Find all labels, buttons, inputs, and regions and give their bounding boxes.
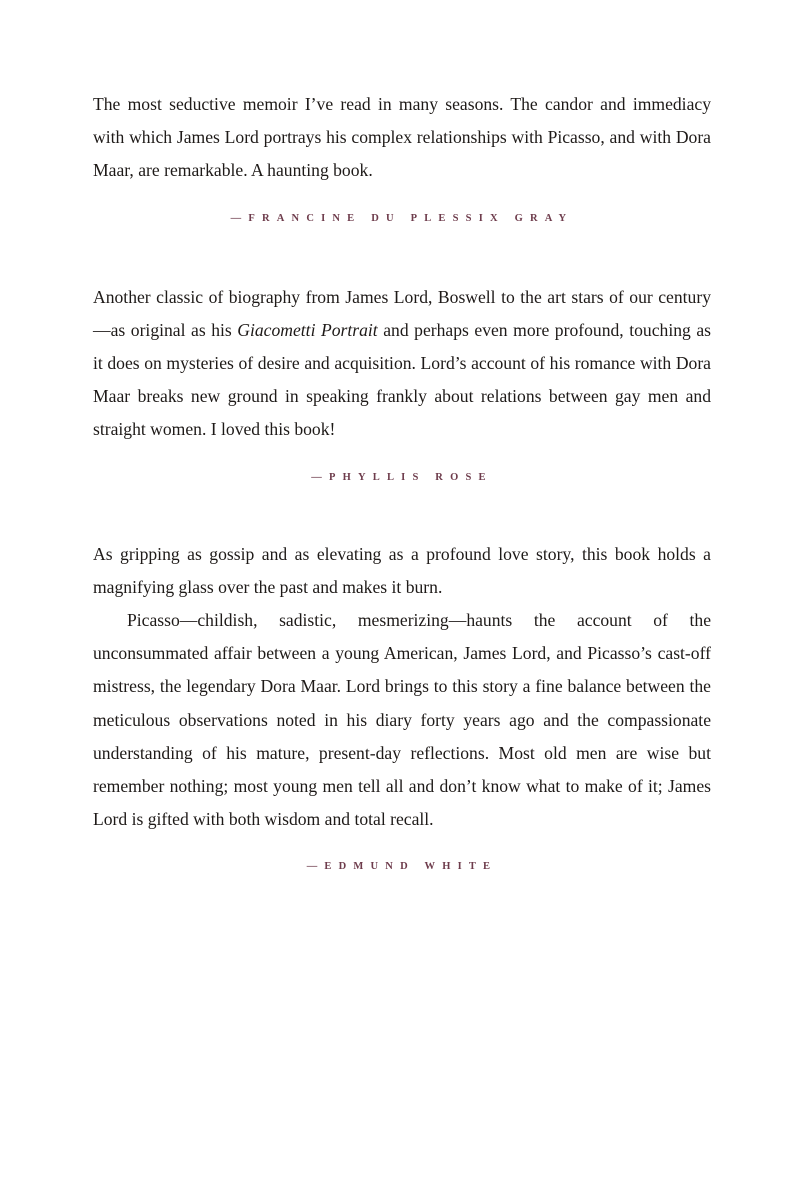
quote-edmund-white	[93, 538, 711, 837]
quote-text-after-title: and perhaps even more profound, touching as it does on mysteries of desire and acquisition. Lord’s account of his romance with Dora Maar breaks new ground in speaking frankly about relations between gay men and straight women. I loved this book!	[93, 319, 711, 440]
praise-page	[93, 88, 711, 875]
quote-paragraph: Picasso—childish, sadistic, mesmerizing—haunts the account of the unconsummated affair between a young American, James Lord, and Picasso’s cast-off mistress, the legendary Dora Maar. Lord brings to this story a fine balance between the meticulous observations noted in his diary forty years ago and the compassionate understanding of his mature, present-day reflections. Most old men are wise but remember nothing; most young men tell all and don’t know what to make of it; James Lord is gifted with both wisdom and total recall.	[93, 610, 711, 830]
attribution-francine-du-plessix-gray: —FRANCINE DU PLESSIX GRAY	[230, 212, 574, 224]
quote-paragraph: As gripping as gossip and as elevating as a profound love story, this book holds a magnifying glass over the past and makes it burn.	[93, 543, 711, 597]
quote-paragraph	[93, 281, 711, 447]
quote-paragraph: The most seductive memoir I’ve read in many seasons. The candor and immediacy with which James Lord portrays his complex relationships with Picasso, and with Dora Maar, are remarkable. A haunting book.	[93, 94, 711, 181]
quote-text-before-title: Another classic of biography from James Lord, Boswell to the art stars of our century—as original as his	[93, 286, 711, 340]
book-title-italic: Giacometti Portrait	[237, 319, 378, 340]
quote-francine-du-plessix-gray	[93, 88, 711, 188]
quote-phyllis-rose	[93, 281, 711, 447]
attribution-phyllis-rose: —PHYLLIS ROSE	[311, 471, 493, 483]
attribution-edmund-white: —EDMUND WHITE	[306, 861, 498, 873]
